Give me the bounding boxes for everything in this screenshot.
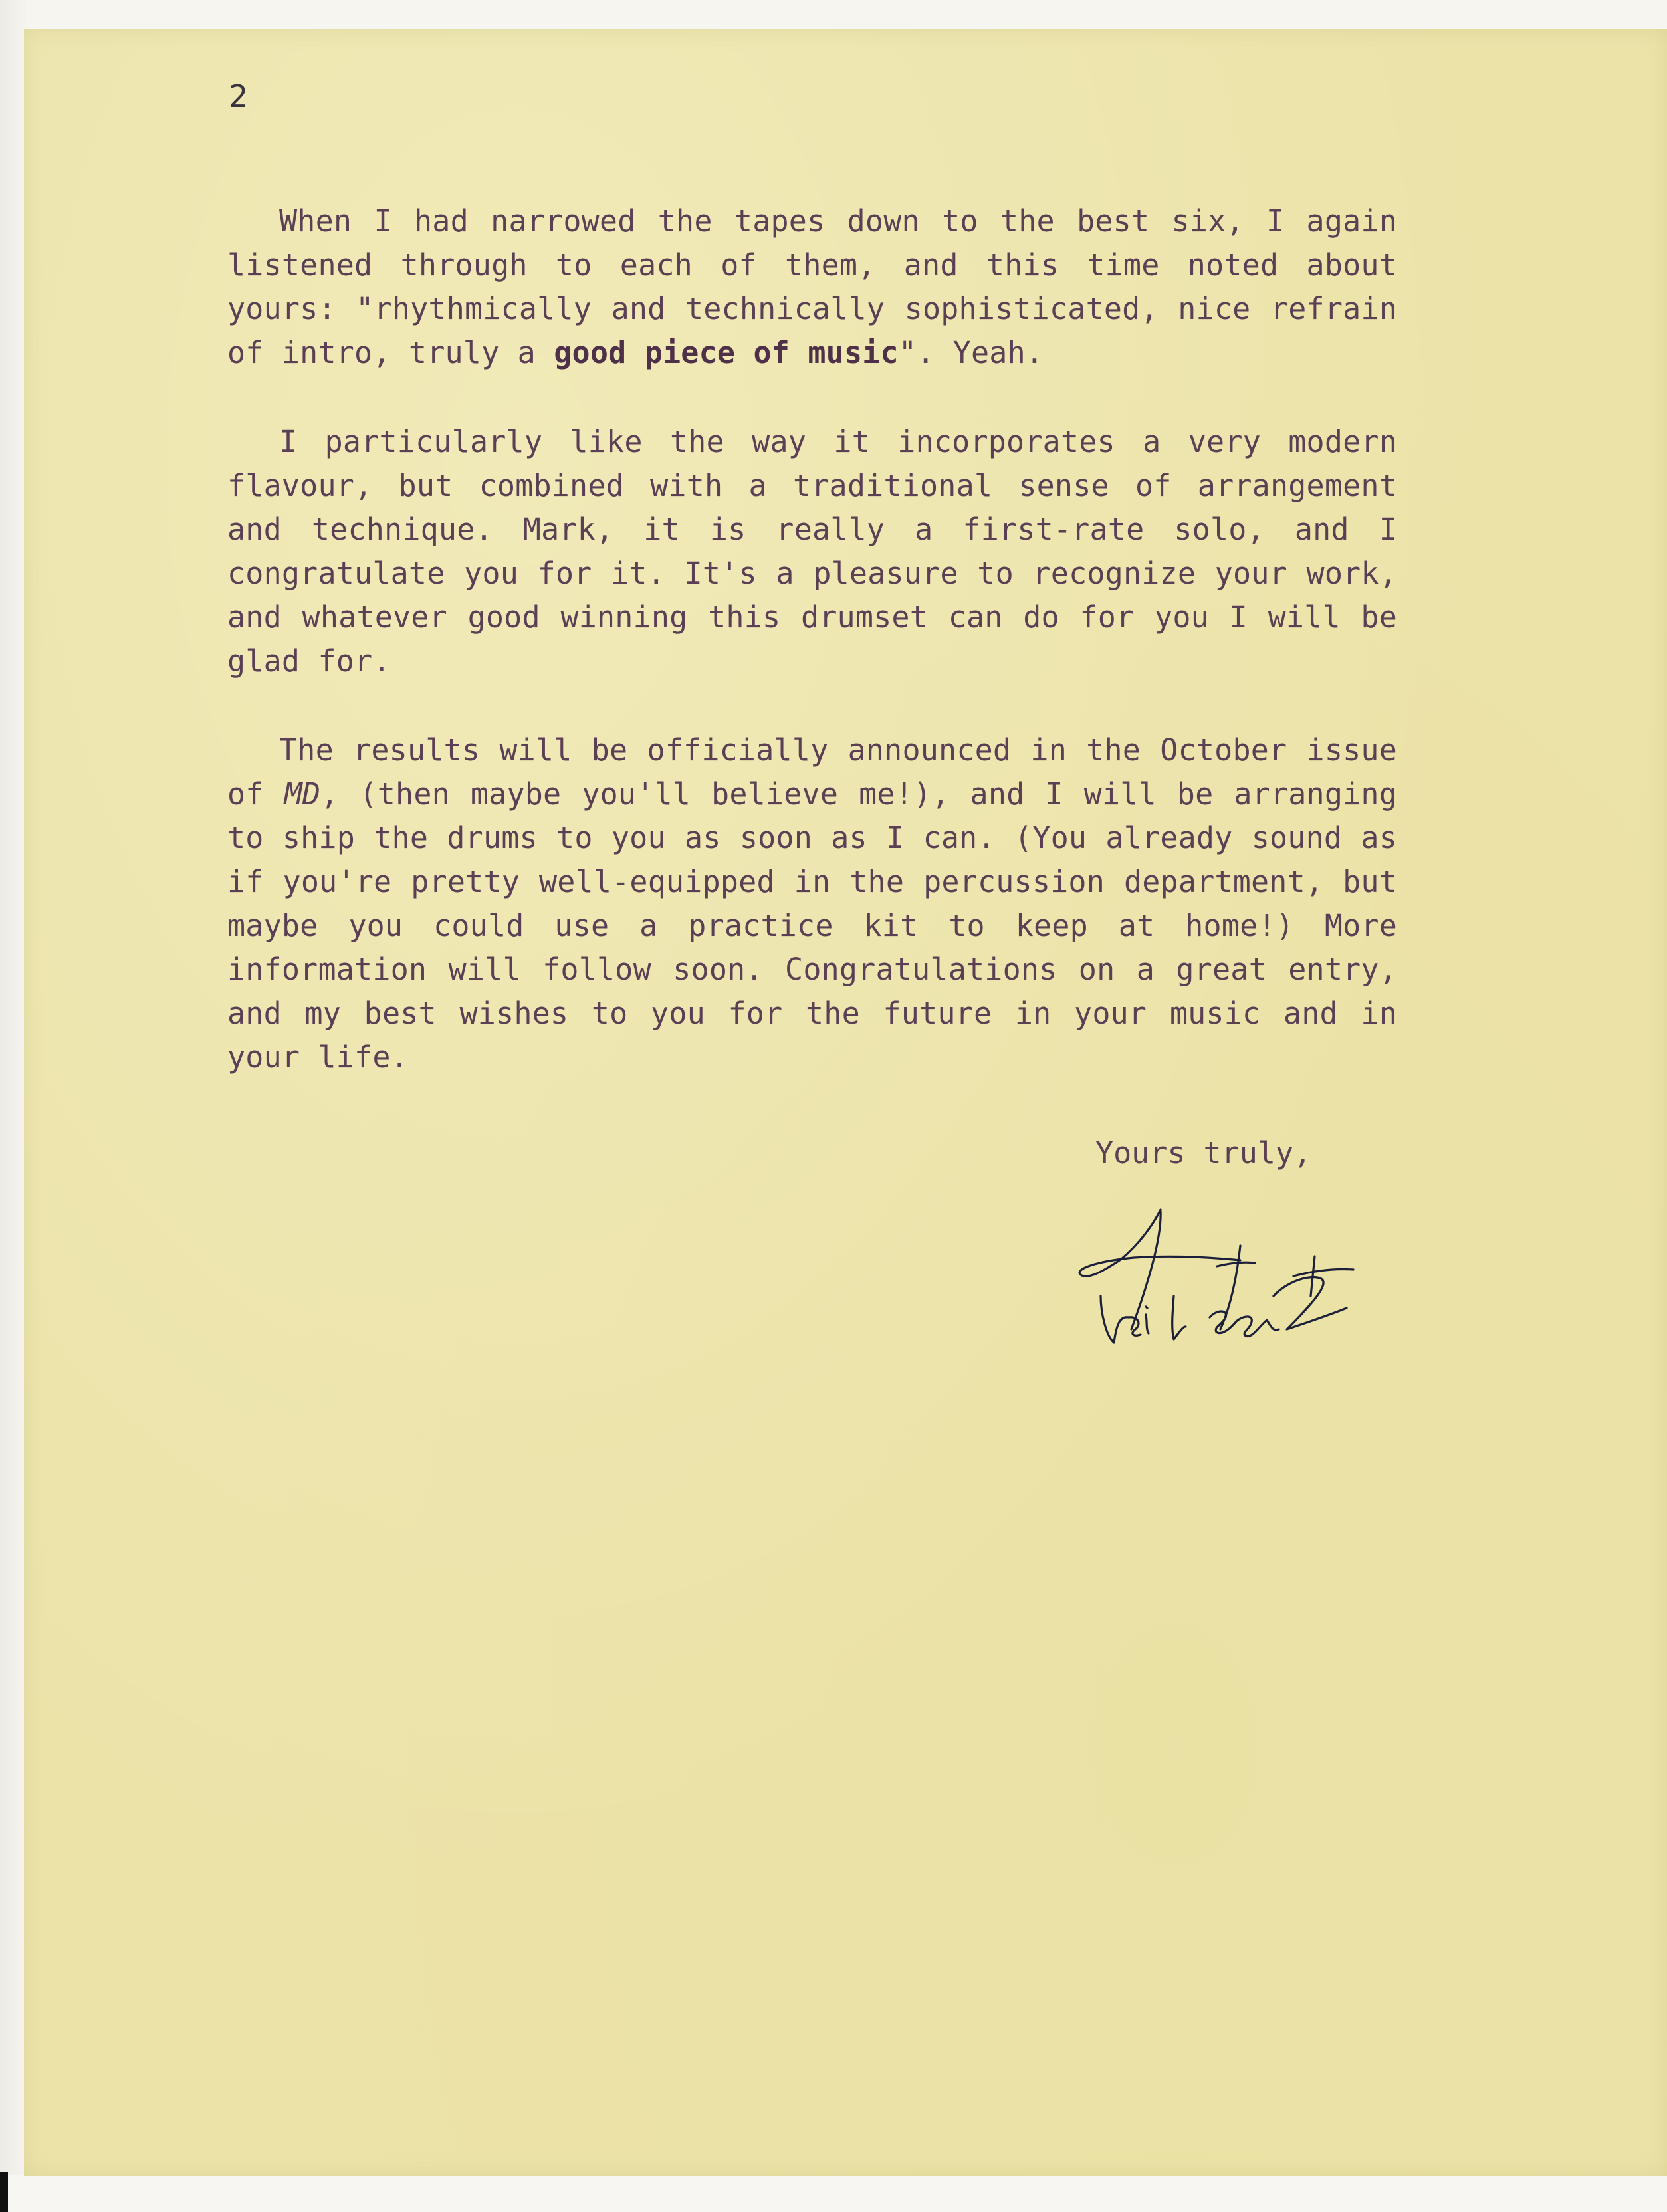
- paragraph-1-text-b: ". Yeah.: [898, 335, 1044, 370]
- scan-left-margin: [0, 0, 27, 2212]
- paragraph-1: [227, 199, 1397, 375]
- scan-bottom-edge: [0, 2175, 1667, 2212]
- paragraph-3: [227, 728, 1397, 1079]
- closing-line: Yours truly,: [1095, 1135, 1312, 1170]
- paragraph-1-text-a: When I had narrowed the tapes down to the best six, I again listened through to each of them, and this time noted about yours: "rhythmically and technically sophisticated, nice refrain of intro, truly a: [227, 203, 1397, 370]
- paragraph-3-text-b: , (then maybe you'll believe me!), and I will be arranging to ship the drums to you as soon as I can. (You already sound as if you're pretty well-equipped in the percussion department, but maybe you could use a practice kit to keep at home!) More information will follow soon. Congratulations on a great entry, and my best wishes to you for the future in your music and in your life.: [227, 776, 1397, 1075]
- scan-edge-mark: [0, 2172, 8, 2212]
- handwritten-signature: [1074, 1196, 1393, 1369]
- letter-body: [227, 199, 1397, 1125]
- paragraph-3-magazine-name: MD: [284, 776, 321, 812]
- paragraph-1-bold-phrase: good piece of music: [554, 335, 899, 370]
- paragraph-2: I particularly like the way it incorporates a very modern flavour, but combined with a traditional sense of arrangement and technique. Mark, it is really a first-rate solo, and I congratulate you for it. It's a pleasure to recognize your work, and whatever good winning this drumset can do for you I will be glad for.: [227, 424, 1397, 679]
- paragraph-3-text-a: The results will be officially announced in the October issue of: [227, 732, 1397, 812]
- page-number: 2: [229, 78, 249, 114]
